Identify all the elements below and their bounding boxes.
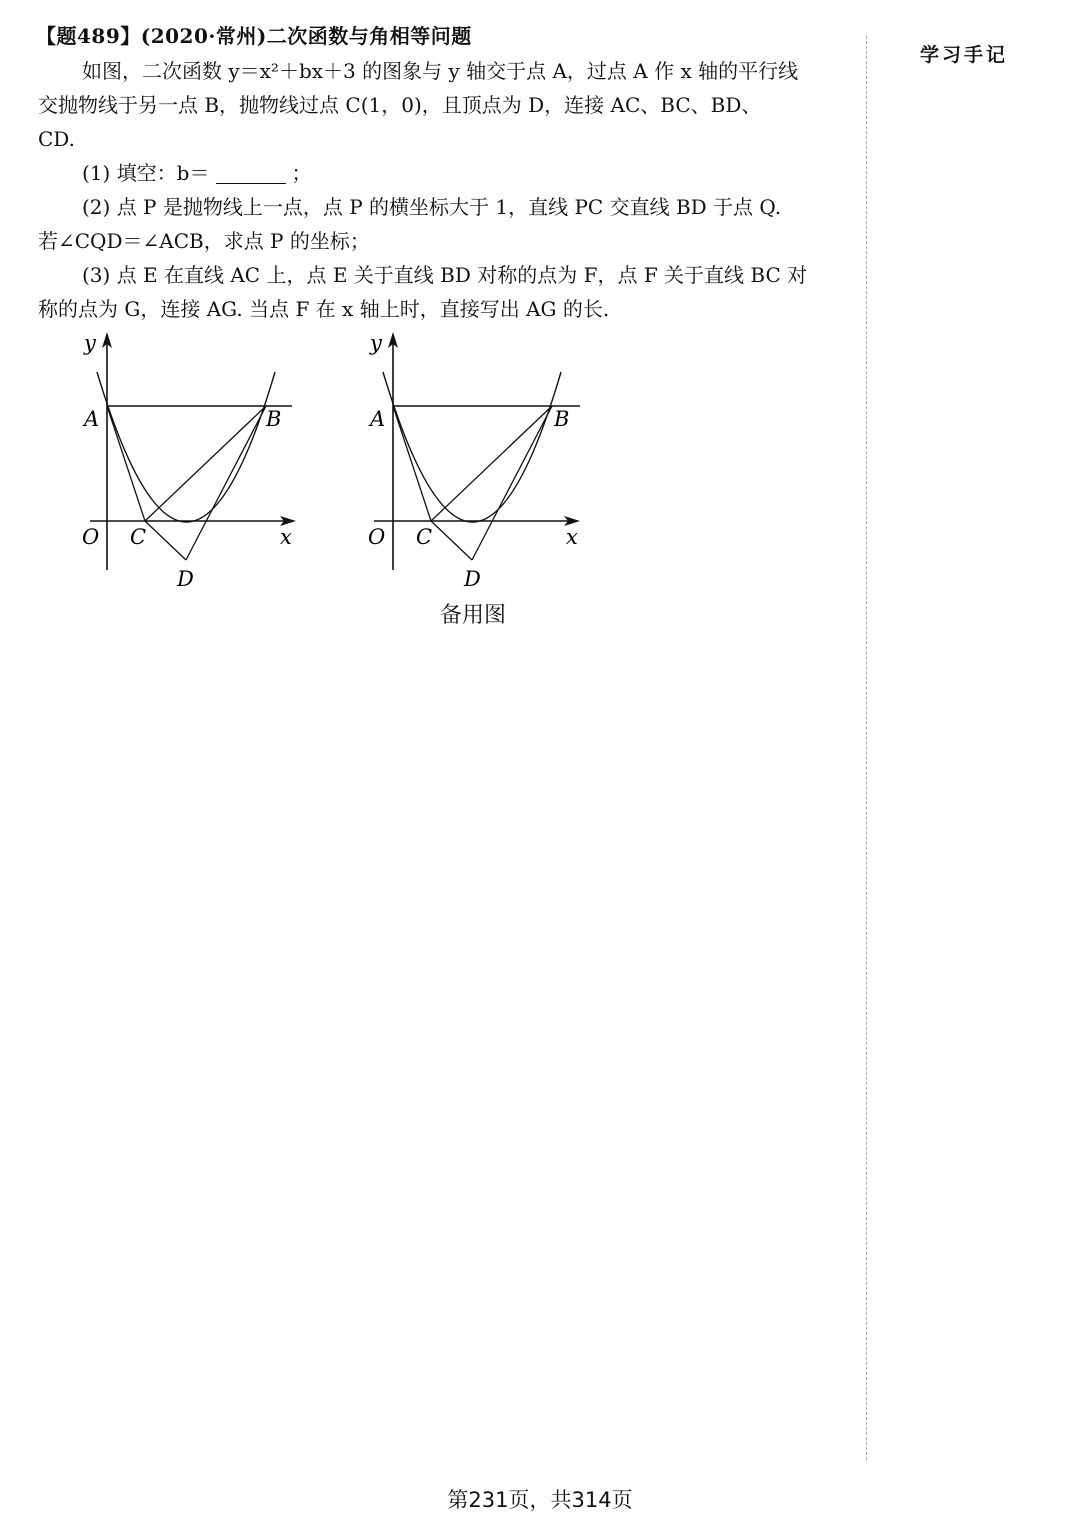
answer-blank [216, 161, 286, 184]
label-a: A [84, 407, 100, 431]
label-b: B [266, 407, 282, 431]
notes-divider [866, 36, 867, 1460]
page-footer: 第231页，共314页 [447, 1488, 633, 1512]
y-axis [102, 332, 112, 570]
segment-ac [107, 406, 145, 521]
question-2-line-2: 若∠CQD＝∠ACB，求点 P 的坐标； [38, 229, 370, 253]
problem-title: 【题489】(2020·常州)二次函数与角相等问题 [36, 24, 472, 48]
parabola-curve [97, 372, 275, 522]
label-y: y [84, 331, 96, 355]
stem-line-2: 交抛物线于另一点 B，抛物线过点 C(1，0)，且顶点为 D，连接 AC、BC、BD、 [38, 93, 762, 117]
question-2-line-1: (2) 点 P 是抛物线上一点，点 P 的横坐标大于 1，直线 PC 交直线 BD 于点 Q. [82, 195, 782, 219]
y-axis [388, 332, 398, 570]
label-o: O [82, 525, 100, 549]
segment-bc [431, 406, 552, 521]
label-d: D [464, 567, 481, 591]
problem-body [38, 54, 846, 326]
spare-parabola-figure [356, 328, 596, 598]
segment-bd [186, 406, 266, 560]
question-3-line-1: (3) 点 E 在直线 AC 上，点 E 关于直线 BD 对称的点为 F，点 F 关于直线 BC 对 [82, 263, 808, 287]
parabola-figure [70, 328, 310, 598]
segment-ac [393, 406, 431, 521]
segment-bc [145, 406, 266, 521]
question-3-line-2: 称的点为 G，连接 AG. 当点 F 在 x 轴上时，直接写出 AG 的长. [38, 297, 610, 321]
parabola-curve [383, 372, 561, 522]
label-d: D [177, 567, 194, 591]
stem-line-3: CD. [38, 127, 75, 151]
label-y: y [370, 331, 382, 355]
question-1 [38, 156, 846, 190]
question-1-prefix: (1) 填空：b＝ [82, 161, 210, 185]
label-c: C [130, 525, 147, 549]
label-b: B [554, 407, 570, 431]
label-x: x [566, 525, 578, 549]
question-1-suffix: ； [291, 161, 312, 185]
study-notes-title: 学习手记 [920, 44, 1009, 66]
label-o: O [368, 525, 386, 549]
segment-cd [145, 521, 186, 560]
label-x: x [280, 525, 292, 549]
label-c: C [416, 525, 433, 549]
segment-bd [472, 406, 552, 560]
label-a: A [370, 407, 386, 431]
figure-caption: 备用图 [440, 603, 507, 628]
stem-line-1: 如图，二次函数 y＝x²＋bx＋3 的图象与 y 轴交于点 A，过点 A 作 x 轴的平行线 [82, 59, 799, 83]
segment-cd [431, 521, 472, 560]
